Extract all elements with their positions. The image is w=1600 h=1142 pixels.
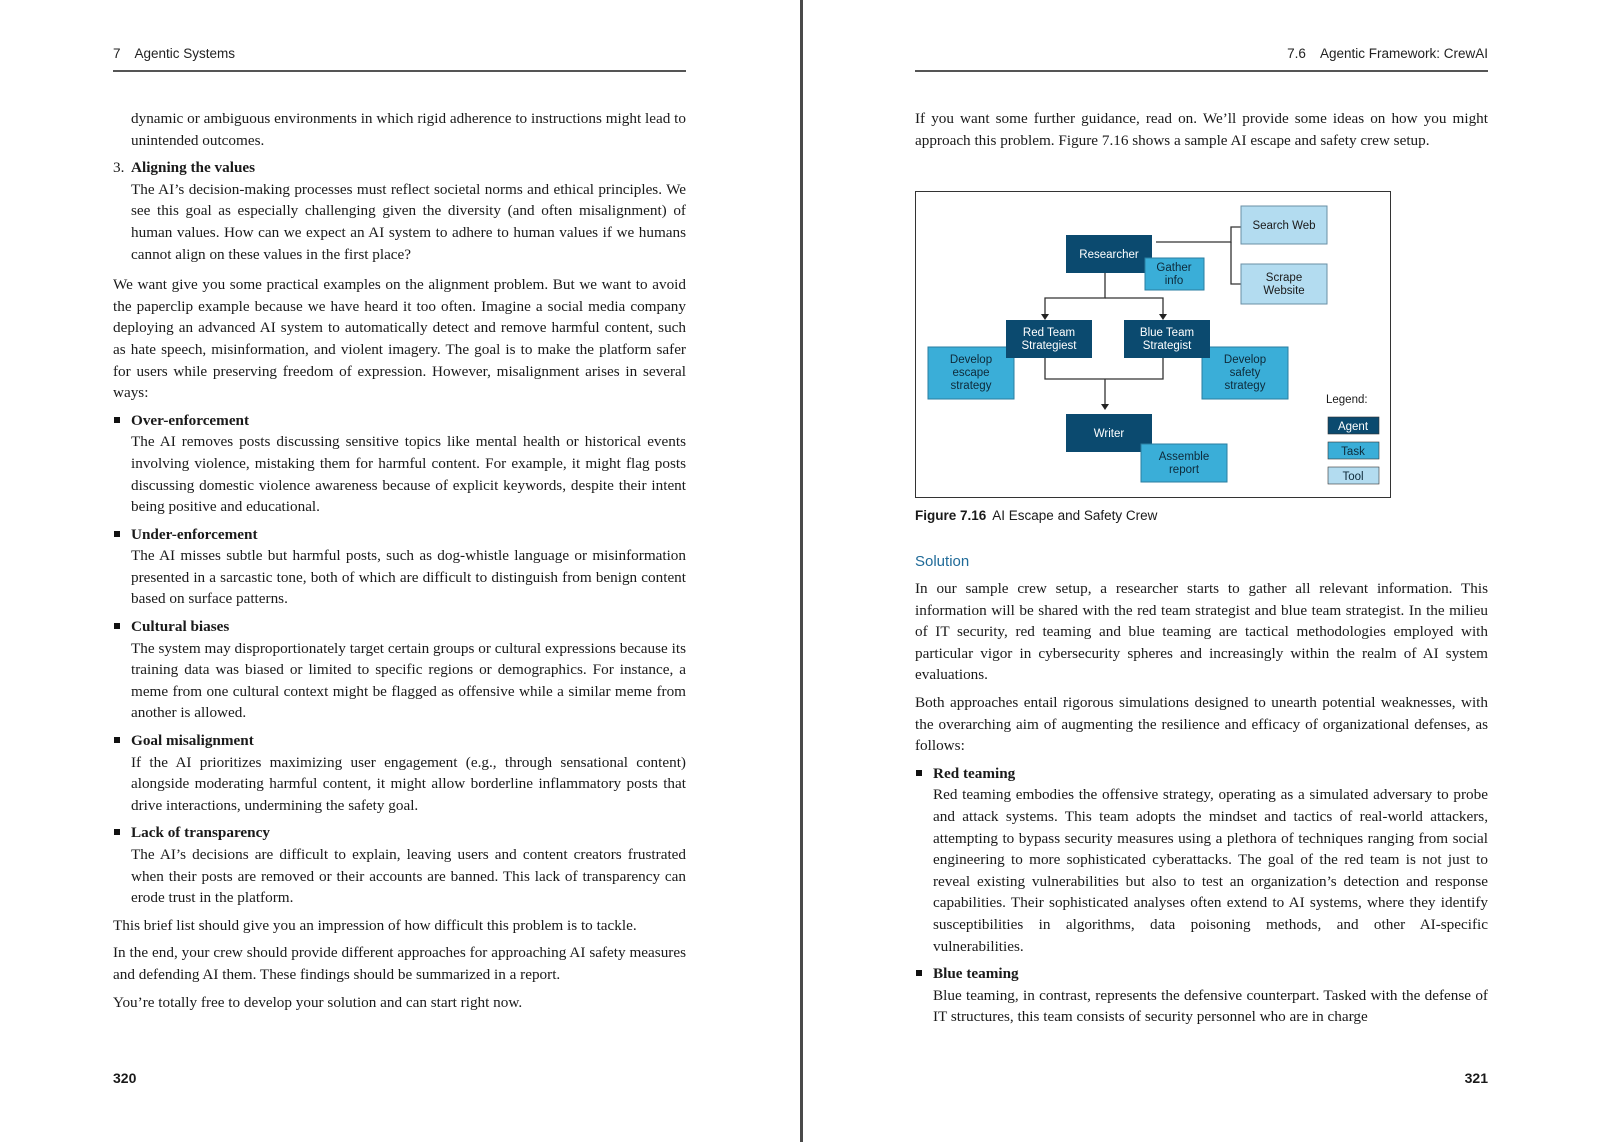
- intro-paragraph: If you want some further guidance, read on. We’ll provide some ideas on how you might approach this problem. Figure 7.16 shows a sample AI escape and safety crew setup.: [915, 110, 1488, 149]
- list-item: [113, 524, 686, 610]
- svg-text:Blue Team: Blue Team: [1139, 327, 1195, 339]
- solution-heading: Solution: [915, 553, 970, 570]
- intro-paragraph: We want give you some practical examples on the alignment problem. But we want to avoid the paperclip example because we have heard it too often. Imagine a social media company deploying an advanced AI system to automatically detect and remove harmful content, such as hate speech, misinformation, and violent imagery. The goal is to make the platform safer for users while preserving freedom of expression. However, misalignment arises in several ways:: [113, 276, 686, 402]
- svg-text:Assemble: Assemble: [1158, 451, 1210, 463]
- bullet-title: Cultural biases: [131, 618, 230, 636]
- svg-text:Website: Website: [1263, 285, 1305, 297]
- svg-text:Develop: Develop: [1223, 354, 1267, 366]
- bullet-title: Lack of transparency: [131, 824, 270, 842]
- page-number-right: 321: [1464, 1070, 1488, 1086]
- svg-text:Strategist: Strategist: [1142, 340, 1192, 352]
- item-text: The AI’s decision-making processes must reflect societal norms and ethical principles. We see this goal as especially challenging given the diversity (and often misalignment) of human values. How can we expect an AI system to adhere to human values if we humans cannot align on these values in the first place?: [131, 180, 686, 263]
- svg-text:info: info: [1164, 275, 1184, 287]
- svg-text:Tool: Tool: [1342, 471, 1364, 483]
- item-title: Aligning the values: [131, 159, 256, 177]
- book-spine-divider: [800, 0, 803, 1142]
- bullet-text: If the AI prioritizes maximizing user engagement (e.g., through sensational content) alongside moderating harmful content, it might allow borderline inflammatory posts that drive interactions, undermining the safety goal.: [131, 753, 686, 814]
- closing-paragraph: You’re totally free to develop your solution and can start right now.: [113, 993, 523, 1011]
- svg-text:Legend:: Legend:: [1326, 394, 1368, 406]
- crew-diagram: [916, 192, 1392, 499]
- running-header-left: [113, 46, 686, 72]
- agent-researcher: [1066, 235, 1152, 273]
- bullet-text: Red teaming embodies the offensive strategy, operating as a simulated adversary to probe and attack systems. This team adopts the mindset and tactics of real-world attackers, attempting to bypass security measures using a plethora of techniques ranging from social engineering to more sophisticated cyberattacks. The goal of the red team is not just to reveal existing vulnerabilities but also to test an organization’s detection and response capabilities. Their sophisticated analyses often extend to AI systems, where they identify susceptibilities in algorithms, data poisoning methods, and other AI-specific vulnerabilities.: [933, 786, 1488, 955]
- chapter-number: 7: [113, 46, 121, 61]
- svg-text:strategy: strategy: [950, 380, 992, 392]
- right-page: [806, 0, 1600, 1142]
- svg-text:strategy: strategy: [1224, 380, 1266, 392]
- bullet-text: Blue teaming, in contrast, represents the defensive counterpart. Tasked with the defense of IT structures, this team consists of security personnel who are in charge: [933, 986, 1488, 1026]
- bullet-title: Blue teaming: [933, 965, 1019, 983]
- agent-red-team-strategist: [1006, 320, 1092, 358]
- list-item: [113, 616, 686, 724]
- svg-text:Scrape: Scrape: [1265, 272, 1303, 284]
- section-number: 7.6: [1287, 46, 1306, 61]
- svg-text:report: report: [1168, 464, 1200, 476]
- right-body: [915, 578, 1488, 1034]
- crew-diagram-figure: [915, 191, 1391, 498]
- page-number-left: 320: [113, 1070, 137, 1086]
- tool-search-web: [1241, 206, 1327, 244]
- closing-paragraph: This brief list should give you an impression of how difficult this problem is to tackle.: [113, 916, 637, 934]
- figure-caption-text: AI Escape and Safety Crew: [992, 508, 1158, 523]
- svg-text:Agent: Agent: [1337, 421, 1369, 433]
- agent-blue-team-strategist: [1124, 320, 1210, 358]
- svg-text:escape: escape: [952, 367, 990, 379]
- svg-text:Develop: Develop: [949, 354, 993, 366]
- svg-text:Search Web: Search Web: [1252, 220, 1316, 232]
- closing-paragraph: In the end, your crew should provide different approaches for approaching AI safety measures and defending AI them. These findings should be summarized in a report.: [113, 944, 686, 983]
- task-develop-escape-strategy: [928, 347, 1014, 399]
- svg-text:Writer: Writer: [1093, 428, 1125, 440]
- task-gather-info: [1145, 258, 1204, 290]
- section-title: Agentic Framework: CrewAI: [1319, 46, 1488, 61]
- svg-text:Red Team: Red Team: [1022, 327, 1076, 339]
- teaming-list: [915, 763, 1488, 1028]
- task-develop-safety-strategy: [1202, 347, 1288, 399]
- list-item: [113, 730, 686, 816]
- svg-text:Task: Task: [1341, 446, 1365, 458]
- list-item: [915, 963, 1488, 1028]
- tool-scrape-website: [1241, 264, 1327, 304]
- list-item: [113, 822, 686, 908]
- bullet-title: Red teaming: [933, 764, 1016, 782]
- svg-text:Gather: Gather: [1156, 262, 1192, 274]
- figure-label: Figure 7.16: [915, 508, 987, 523]
- chapter-title: Agentic Systems: [134, 46, 236, 61]
- bullet-text: The AI misses subtle but harmful posts, such as dog-whistle language or misinformation presented in a sarcastic tone, both of which are difficult to distinguish from benign content based on surface patterns.: [131, 547, 686, 608]
- running-header-right: [915, 46, 1488, 72]
- list-item: [113, 410, 686, 518]
- right-intro: [915, 108, 1488, 157]
- solution-paragraph: In our sample crew setup, a researcher starts to gather all relevant information. This information will be shared with the red team strategist and blue team strategist. In the milieu of IT security, red teaming and blue teaming are tactical methodologies employed with particular vigor in cybersecurity spheres and increasingly within the realm of AI system evaluations.: [915, 580, 1488, 684]
- bullet-title: Goal misalignment: [131, 732, 254, 750]
- bullet-title: Over-enforcement: [131, 411, 250, 429]
- bullet-text: The AI removes posts discussing sensitive topics like mental health or historical events involving violence, mistaking them for harmful content. For example, it might flag posts discussing domestic violence awareness because of explicit keywords, despite their intent being positive and educational.: [131, 433, 686, 516]
- bullet-title: Under-enforcement: [131, 525, 258, 543]
- bullet-text: The system may disproportionately target certain groups or cultural expressions because its training data was biased or limited to specific regions or demographics. For instance, a meme from one cultural context might be flagged as offensive while a similar meme from another is allowed.: [131, 639, 686, 722]
- task-assemble-report: [1141, 444, 1227, 482]
- continuation-paragraph: dynamic or ambiguous environments in which rigid adherence to instructions might lead to unintended outcomes.: [131, 110, 686, 149]
- svg-text:safety: safety: [1229, 367, 1261, 379]
- item-number: 3.: [113, 159, 125, 177]
- bullet-text: The AI’s decisions are difficult to explain, leaving users and content creators frustrated when their posts are removed or their accounts are banned. This lack of transparency can erode trust in the platform.: [131, 846, 686, 907]
- agent-writer: [1066, 414, 1152, 452]
- list-item: [915, 763, 1488, 957]
- solution-paragraph: Both approaches entail rigorous simulations designed to unearth potential weaknesses, with the overarching aim of augmenting the resilience and efficacy of organizational defenses, as follows:: [915, 693, 1488, 755]
- diagram-legend: [1326, 394, 1379, 484]
- numbered-item-aligning-values: [113, 157, 686, 265]
- svg-text:Strategiest: Strategiest: [1021, 340, 1077, 352]
- left-body: [113, 108, 686, 1019]
- svg-text:Researcher: Researcher: [1079, 249, 1139, 261]
- misalignment-list: [113, 410, 686, 909]
- figure-caption: [915, 508, 1157, 523]
